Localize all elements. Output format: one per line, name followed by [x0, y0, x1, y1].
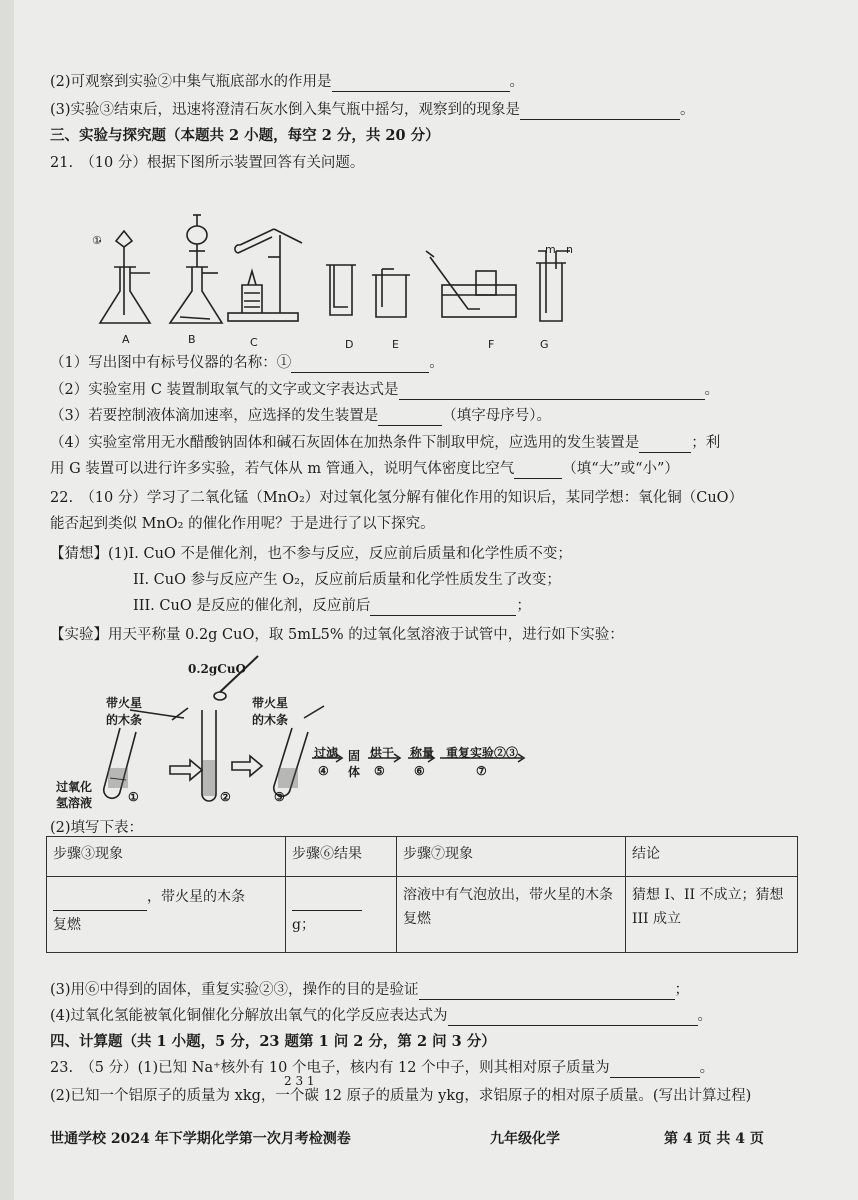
- splint-label-1a: 带火星: [106, 696, 143, 710]
- answer-blank[interactable]: [291, 357, 429, 373]
- q20-part3-text: (3)实验③结束后，迅速将澄清石灰水倒入集气瓶中摇匀，观察到的现象是: [50, 102, 521, 118]
- step-filter-num: ④: [318, 764, 329, 778]
- apparatus-label-d: D: [345, 338, 354, 351]
- flask-a: [100, 267, 150, 323]
- footer-page: 第 4 页 共 4 页: [664, 1131, 764, 1147]
- section3-heading: 三、实验与探究题（本题共 2 小题，每空 2 分，共 20 分）: [50, 127, 440, 144]
- q22-item4-end: 。: [697, 1008, 713, 1024]
- apparatus-figure: [80, 205, 600, 355]
- q20-part3: [50, 100, 695, 120]
- q22-experiment: 【实验】用天平称量 0.2g CuO，取 5mL5% 的过氧化氢溶液于试管中，进行如下实验：: [50, 627, 624, 643]
- flask-b: [170, 267, 222, 323]
- q21-item1: [50, 353, 444, 373]
- q21-item4a-text: （4）实验室常用无水醋酸钠固体和碱石灰固体在加热条件下制取甲烷，应选用的发生装置是: [50, 435, 640, 451]
- answer-blank[interactable]: [448, 1010, 698, 1026]
- q22-guess2: II. CuO 参与反应产生 O₂，反应前后质量和化学性质发生了改变；: [133, 572, 561, 588]
- q21-item3-text: （3）若要控制液体滴加速率，应选择的发生装置是: [50, 408, 379, 424]
- table-header: 步骤⑥结果: [286, 837, 397, 877]
- footer-grade: 九年级化学: [490, 1131, 560, 1147]
- cell2-unit: g；: [292, 917, 315, 933]
- answer-blank[interactable]: [419, 984, 675, 1000]
- table-cell: [47, 877, 286, 953]
- q21-item4b-end: （填“大”或“小”）: [562, 461, 679, 477]
- apparatus-label-a: A: [122, 333, 130, 346]
- q20-part2-end: 。: [509, 74, 525, 90]
- bottle-g: [540, 263, 562, 321]
- splint-label-2a: 带火星: [252, 696, 289, 710]
- q21-item1-text: （1）写出图中有标号仪器的名称：①: [50, 355, 292, 371]
- q22-item3-end: ；: [674, 982, 690, 998]
- tube-num-3: ③: [274, 790, 285, 804]
- cell1-tail: ，带火星的木条: [147, 889, 245, 905]
- table-header: 步骤③现象: [47, 837, 286, 877]
- answer-blank[interactable]: [639, 437, 691, 453]
- answer-blank[interactable]: [370, 600, 516, 616]
- q21-item4b-text: 用 G 装置可以进行许多实验，若气体从 m 管通入，说明气体密度比空气: [50, 461, 515, 477]
- q21-item4b: [50, 459, 679, 479]
- step-repeat-num: ⑦: [476, 764, 487, 778]
- table-cell: [286, 877, 397, 953]
- section4-heading: 四、计算题（共 1 小题，5 分，23 题第 1 问 2 分，第 2 问 3 分）: [50, 1033, 496, 1050]
- answer-blank[interactable]: [53, 895, 147, 911]
- q22-guess3-end: ；: [516, 598, 531, 614]
- answer-blank[interactable]: [399, 384, 705, 400]
- q22-item4: [50, 1006, 712, 1026]
- apparatus-label-f: F: [488, 338, 495, 351]
- q22-item3: [50, 980, 689, 1000]
- q23-line1-text: 23. （5 分）(1)已知 Na⁺核外有 10 个电子，核内有 12 个中子，则其相对原子质量为: [50, 1060, 610, 1076]
- q21-item3: [50, 406, 551, 426]
- step-dry: 烘干: [370, 746, 395, 760]
- separatory-funnel-b: [187, 226, 207, 244]
- q22-stem-b: 能否起到类似 MnO₂ 的催化作用呢？于是进行了以下探究。: [50, 516, 435, 532]
- apparatus-label-g: G: [540, 338, 549, 351]
- stand-base-c: [228, 313, 298, 321]
- q23-line1: [50, 1058, 714, 1078]
- q22-guess1: 【猜想】(1)I. CuO 不是催化剂，也不参与反应，反应前后质量和化学性质不变；: [50, 546, 572, 562]
- apparatus-label-c: C: [250, 336, 258, 349]
- arrow-right-icon: [170, 760, 202, 780]
- q21-stem: 21. （10 分）根据下图所示装置回答有关问题。: [50, 155, 365, 171]
- q21-item2-end: 。: [704, 382, 720, 398]
- cell1-line2: 复燃: [53, 917, 81, 933]
- q21-item1-end: 。: [429, 355, 444, 371]
- tube-num-1: ①: [128, 790, 139, 804]
- answer-blank[interactable]: [332, 76, 510, 92]
- q21-item4a: [50, 433, 720, 453]
- marker-m-label: m: [545, 243, 556, 256]
- funnel-a: [116, 231, 132, 247]
- table-header: 结论: [626, 837, 798, 877]
- q20-part3-end: 。: [680, 102, 695, 118]
- q22-item3-text: (3)用⑥中得到的固体，重复实验②③，操作的目的是验证: [50, 982, 419, 998]
- table-cell: 溶液中有气泡放出，带火星的木条复燃: [397, 877, 626, 953]
- marker-1-label: ①: [92, 234, 102, 247]
- bottle-e: [376, 275, 406, 317]
- q22-guess3-text: III. CuO 是反应的催化剂，反应前后: [133, 598, 371, 614]
- table-header: 步骤⑦现象: [397, 837, 626, 877]
- q22-item4-text: (4)过氧化氢能被氧化铜催化分解放出氧气的化学反应表达式为: [50, 1008, 448, 1024]
- table-row: [47, 877, 798, 953]
- test-tube-c: [240, 229, 274, 245]
- cuo-label: 0.2gCuO: [188, 662, 246, 676]
- step-repeat: 重复实验②③: [446, 746, 519, 760]
- step-dry-num: ⑤: [374, 764, 385, 778]
- q23-line2: (2)已知一个铝原子的质量为 xkg，一个碳 12 原子的质量为 ykg，求铝原子的相对原子质量。(写出计算过程): [50, 1088, 752, 1104]
- tube-num-2: ②: [220, 790, 231, 804]
- q21-item2-text: （2）实验室用 C 装置制取氧气的文字或文字表达式是: [50, 382, 399, 398]
- q20-part2: [50, 72, 524, 92]
- step-weigh: 称量: [410, 746, 435, 760]
- table-header-row: [47, 837, 798, 877]
- q22-stem-a: 22. （10 分）学习了二氧化锰（MnO₂）对过氧化氢分解有催化作用的知识后，某同学想：氧化铜（CuO）: [50, 490, 744, 506]
- q23-line1-end: 。: [699, 1060, 715, 1076]
- solution-label-a: 过氧化: [56, 780, 93, 794]
- handwriting: 2 3 1: [284, 1074, 315, 1088]
- answer-blank[interactable]: [514, 463, 562, 479]
- step-filter: 过滤: [314, 746, 339, 760]
- result-table: [46, 836, 798, 953]
- answer-blank[interactable]: [610, 1062, 700, 1078]
- answer-blank[interactable]: [292, 895, 362, 911]
- apparatus-label-b: B: [188, 333, 196, 346]
- solid-label: 固体: [348, 749, 361, 779]
- q22-guess3: [133, 596, 531, 616]
- splint-label-2b: 的木条: [252, 713, 289, 727]
- step-weigh-num: ⑥: [414, 764, 425, 778]
- q21-item3-end: （填字母序号）。: [442, 408, 551, 424]
- apparatus-label-e: E: [392, 338, 399, 351]
- marker-n-label: n: [566, 243, 573, 256]
- arrow-right-icon: [232, 756, 262, 776]
- solution-label-b: 氢溶液: [56, 796, 93, 810]
- q21-item4a-end: ；利: [691, 435, 721, 451]
- q20-part2-text: (2)可观察到实验②中集气瓶底部水的作用是: [50, 74, 332, 90]
- splint-label-1b: 的木条: [106, 713, 143, 727]
- lamp-c: [242, 285, 262, 313]
- footer-school: 世通学校 2024 年下学期化学第一次月考检测卷: [50, 1131, 351, 1147]
- answer-blank[interactable]: [520, 104, 680, 120]
- q21-item2: [50, 380, 719, 400]
- q22-table-title: (2)填写下表：: [50, 820, 144, 836]
- table-cell: 猜想 I、II 不成立；猜想 III 成立: [626, 877, 798, 953]
- answer-blank[interactable]: [378, 410, 442, 426]
